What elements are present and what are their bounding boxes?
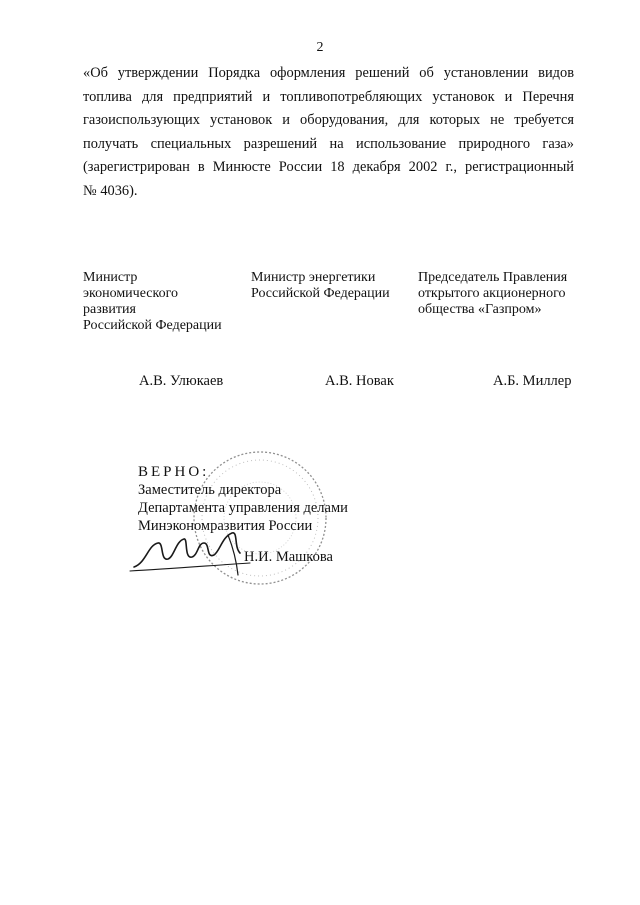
body-paragraph bbox=[83, 62, 574, 203]
page-number: 2 bbox=[316, 40, 324, 55]
paragraph-line: № 4036). bbox=[83, 182, 138, 199]
paragraph-line: получать специальных разрешений на использование природного газа» bbox=[83, 135, 574, 152]
title-line: Российской Федерации bbox=[251, 286, 390, 301]
title-line: Министр энергетики bbox=[251, 270, 376, 285]
signatory-name-ulyukaev: А.В. Улюкаев bbox=[139, 373, 224, 389]
paragraph-line: газоиспользующих установок и оборудования, для которых не требуется bbox=[83, 112, 574, 128]
certifier-name: Н.И. Машкова bbox=[244, 549, 333, 565]
title-line: Российской Федерации bbox=[83, 318, 222, 333]
certified-line: Минэкономразвития России bbox=[138, 518, 313, 534]
title-line: открытого акционерного bbox=[418, 286, 566, 301]
signatory-name-miller: А.Б. Миллер bbox=[493, 373, 572, 389]
certified-line: Заместитель директора bbox=[138, 482, 282, 498]
paragraph-line: (зарегистрирован в Минюсте России 18 декабря 2002 г., регистрационный bbox=[83, 159, 574, 175]
title-line: Министр bbox=[83, 270, 138, 285]
paragraph-line: «Об утверждении Порядка оформления решений об установлении видов bbox=[83, 65, 574, 81]
title-line: экономического bbox=[83, 286, 178, 301]
certified-copy-block bbox=[138, 463, 348, 535]
signatory-title-minenergo bbox=[251, 270, 411, 302]
certified-heading: ВЕРНО: bbox=[138, 464, 210, 480]
signatory-name-novak: А.В. Новак bbox=[325, 373, 394, 389]
title-line: Председатель Правления bbox=[418, 270, 568, 285]
title-line: развития bbox=[83, 302, 136, 317]
title-line: общества «Газпром» bbox=[418, 302, 542, 317]
signatory-title-minecon bbox=[83, 270, 243, 334]
signatory-title-gazprom bbox=[418, 270, 588, 318]
paragraph-line: топлива для предприятий и топливопотребляющих установок и Перечня bbox=[83, 88, 574, 105]
certified-line: Департамента управления делами bbox=[138, 500, 348, 516]
